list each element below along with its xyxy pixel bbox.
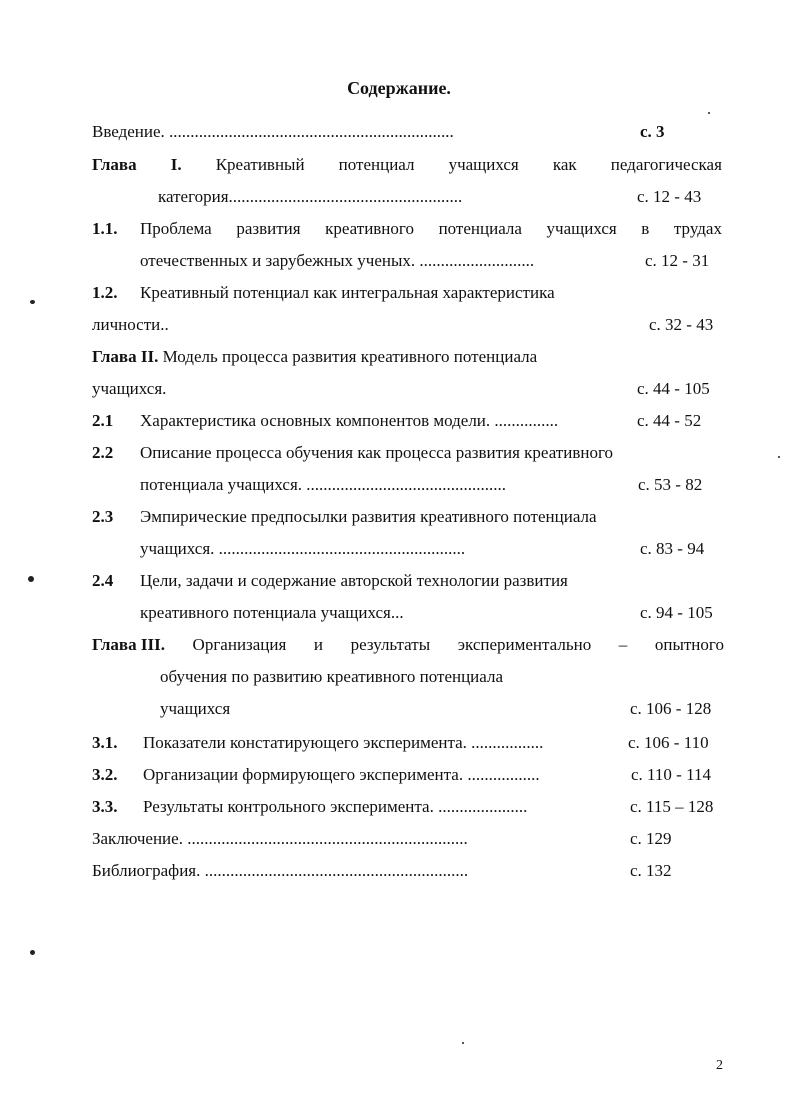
toc-s23-line2: учащихся. .......................................................... — [140, 539, 466, 558]
toc-s24-page: с. 94 - 105 — [640, 603, 713, 622]
toc-s24-line2: креативного потенциала учащихся... — [140, 603, 404, 622]
toc-intro-page: с. 3 — [640, 122, 665, 141]
toc-ch2-page: с. 44 - 105 — [637, 379, 710, 398]
toc-s33-page: с. 115 – 128 — [630, 797, 714, 816]
toc-ch2-line1 — [92, 347, 537, 367]
toc-s24-num: 2.4 — [92, 571, 114, 590]
toc-s22-num: 2.2 — [92, 443, 114, 462]
toc-s12-num: 1.2. — [92, 283, 118, 302]
toc-ch1-word: педагогическая — [610, 155, 722, 174]
toc-s11-word: учащихся — [546, 219, 617, 238]
toc-ch1-cont: категория....................................................... — [158, 187, 463, 206]
toc-s11-word: креативного — [325, 219, 414, 238]
scan-speck — [462, 1042, 464, 1044]
toc-s31-page: с. 106 - 110 — [628, 733, 709, 752]
toc-ch3-line3: учащихся — [160, 699, 231, 718]
toc-s32-num: 3.2. — [92, 765, 118, 784]
toc-s23-page: с. 83 - 94 — [640, 539, 705, 558]
scan-speck — [708, 112, 710, 114]
scan-speck — [30, 950, 35, 955]
toc-conclusion-label: Заключение. .................................................................. — [92, 829, 468, 848]
page-title: Содержание. — [347, 78, 451, 98]
toc-ch3-page: с. 106 - 128 — [630, 699, 712, 718]
scan-speck — [30, 300, 35, 304]
toc-ch3-label: Глава III. — [92, 635, 165, 654]
toc-ch1-word: потенциал — [338, 155, 415, 174]
scan-speck — [28, 576, 34, 582]
toc-ch2-label: Глава II. — [92, 347, 159, 366]
toc-s22-line1: Описание процесса обучения как процесса развития креативного — [140, 443, 613, 462]
toc-s33-num: 3.3. — [92, 797, 118, 816]
toc-ch3-line2: обучения по развитию креативного потенциала — [160, 667, 504, 686]
page-number: 2 — [716, 1058, 723, 1073]
toc-ch1-line1 — [92, 155, 722, 175]
toc-s22-line2: потенциала учащихся. ............................................... — [140, 475, 507, 494]
toc-s21-page: с. 44 - 52 — [637, 411, 702, 430]
toc-ch3-word: Организация — [192, 635, 287, 654]
toc-s12-line2: личности.. — [92, 315, 169, 334]
toc-ch1-roman: I. — [170, 155, 182, 174]
toc-intro-label: Введение. ................................................................... — [92, 122, 454, 141]
toc-s11-cont: отечественных и зарубежных ученых. ........................... — [140, 251, 535, 270]
toc-s11-num: 1.1. — [92, 219, 118, 238]
toc-s11-word: в — [641, 219, 650, 238]
toc-s11-page: с. 12 - 31 — [645, 251, 710, 270]
toc-s12-line1: Креативный потенциал как интегральная характеристика — [140, 283, 555, 302]
toc-s22-page: с. 53 - 82 — [638, 475, 703, 494]
toc-ch1-word: учащихся — [448, 155, 519, 174]
toc-ch3-word: результаты — [350, 635, 431, 654]
toc-ch3-word: опытного — [654, 635, 724, 654]
toc-s31-label: Показатели констатирующего эксперимента. ................. — [143, 733, 544, 752]
toc-s32-page: с. 110 - 114 — [631, 765, 711, 784]
toc-s31-num: 3.1. — [92, 733, 118, 752]
toc-s12-page: с. 32 - 43 — [649, 315, 714, 334]
toc-s11-word: потенциала — [438, 219, 522, 238]
toc-ch3-word: и — [313, 635, 323, 654]
toc-s23-num: 2.3 — [92, 507, 114, 526]
toc-s23-line1: Эмпирические предпосылки развития креативного потенциала — [140, 507, 597, 526]
toc-ch3-line1 — [92, 635, 724, 655]
toc-ch3-word: экспериментально — [457, 635, 592, 654]
toc-s11-word: Проблема — [140, 219, 212, 238]
toc-s11-line1 — [140, 219, 722, 239]
toc-s33-label: Результаты контрольного эксперимента. ..................... — [143, 797, 528, 816]
toc-s24-line1: Цели, задачи и содержание авторской технологии развития — [140, 571, 568, 590]
toc-s32-label: Организации формирующего эксперимента. ................. — [143, 765, 540, 784]
toc-ch1-page: с. 12 - 43 — [637, 187, 702, 206]
toc-ch1-word: Креативный — [215, 155, 305, 174]
toc-s11-word: трудах — [673, 219, 722, 238]
toc-ch3-word: – — [618, 635, 628, 654]
toc-ch1-word: как — [552, 155, 577, 174]
toc-ch1-label: Глава — [92, 155, 137, 174]
scan-speck — [778, 456, 780, 458]
toc-s21-num: 2.1 — [92, 411, 114, 430]
toc-conclusion-page: с. 129 — [630, 829, 672, 848]
toc-s21-label: Характеристика основных компонентов модели. ............... — [140, 411, 559, 430]
toc-s11-word: развития — [236, 219, 301, 238]
toc-bibliography-label: Библиография. .............................................................. — [92, 861, 469, 880]
toc-ch2-title: Модель процесса развития креативного потенциала — [162, 347, 538, 366]
toc-ch2-line2: учащихся. — [92, 379, 167, 398]
toc-bibliography-page: с. 132 — [630, 861, 672, 880]
